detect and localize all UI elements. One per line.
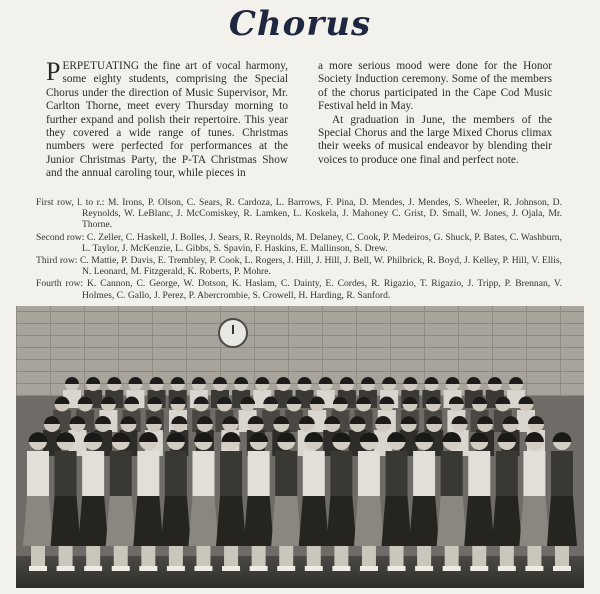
front-row-singer bbox=[188, 432, 218, 571]
caption-row-label: First row, l. to r.: bbox=[36, 197, 105, 208]
front-row-singer bbox=[161, 432, 191, 571]
article-column-left bbox=[46, 57, 288, 181]
front-row-singer bbox=[299, 432, 329, 571]
caption-row-label: Fourth row: bbox=[36, 278, 84, 290]
front-row-singer bbox=[492, 432, 522, 571]
front-row-singer bbox=[216, 432, 246, 571]
article-paragraph-2: At graduation in June, the members of the Special Chorus and the large Mixed Chorus climax their weeks of musical endeavor by blending their voices to produce one final and perfect note. bbox=[318, 113, 552, 166]
front-row-singer bbox=[547, 432, 577, 571]
front-row-singer bbox=[409, 432, 439, 571]
chorus-group-photo bbox=[16, 306, 584, 588]
front-row-singer bbox=[437, 432, 467, 571]
front-row-singer bbox=[519, 432, 549, 571]
caption-row-label: Third row: bbox=[36, 255, 78, 267]
front-row-singer bbox=[326, 432, 356, 571]
caption-row-names: C. Mattie, P. Davis, E. Trembley, P. Cook, L. Rogers, J. Hill, J. Hill, J. Bell, W. Philbrick, R. Boyd, J. Kelley, P. Hill, V. Ellis, N. Leonard, M. Fitzgerald, K. Roberts, P. Mohre. bbox=[79, 255, 562, 278]
front-row-singer bbox=[271, 432, 301, 571]
front-row-singer bbox=[23, 432, 53, 571]
caption-row-3 bbox=[36, 255, 562, 277]
caption-row-1 bbox=[36, 197, 562, 231]
front-row-singer bbox=[244, 432, 274, 571]
front-row-singer bbox=[106, 432, 136, 571]
article-paragraph-1-continued: a more serious mood were done for the Honor Society Induction ceremony. Some of the members of the chorus participated in the Cape Cod Music Festival held in May. bbox=[318, 60, 552, 113]
drop-cap: P bbox=[46, 57, 61, 86]
chorus-members-silhouettes bbox=[16, 306, 584, 588]
caption-row-2 bbox=[36, 232, 562, 254]
caption-row-names: C. Zeller, C. Haskell, J. Bolles, J. Sears, R. Reynolds, M. Delaney, C. Cook, P. Medeiros, G. Shuck, P. Bates, C. Washburn, L. Taylor, J. McKenzie, L. Gibbs, S. Spavin, F. Haskins, E. Mallinson, S. Drew. bbox=[82, 231, 562, 254]
front-row-singer bbox=[133, 432, 163, 571]
article-paragraph-1: ERPETUATING the fine art of vocal harmony, some eighty students, comprising the Special Chorus under the direction of Music Supervisor, Mr. Carlton Thorne, meet every Thursday morning to further expand and polish their repertoire. This year they covered a wide range of tunes. Christmas numbers were perfected for performances at the Junior Christmas Party, the P-TA Christmas Show and the annual caroling tour, while pieces in bbox=[46, 60, 288, 180]
front-row-singer bbox=[78, 432, 108, 571]
article-column-right bbox=[318, 60, 552, 167]
page-title: Chorus bbox=[228, 4, 372, 44]
caption-row-names: K. Cannon, C. George, W. Dotson, K. Haslam, C. Dainty, E. Cordes, R. Rigazio, T. Rigazio, J. Tripp, P. Brennan, V. Holmes, C. Gallo, J. Perez, P. Abercrombie, S. Crowell, H. Harding, R. Sanford. bbox=[82, 278, 562, 301]
front-row-singer bbox=[464, 432, 494, 571]
caption-row-4 bbox=[36, 278, 562, 300]
front-row-singer bbox=[354, 432, 384, 571]
caption-row-label: Second row: bbox=[36, 231, 85, 243]
front-row-singer bbox=[51, 432, 81, 571]
caption-row-names: M. Irons, P. Olson, C. Sears, R. Cardoza, L. Barrows, F. Pina, D. Mendes, J. Mendes, S. Wheeler, R. Johnson, D. Reynolds, W. LeBlanc, J. McComiskey, R. Lamken, L. Koskela, J. Mahoney C. Grist, D. Small, W. Jones, J. Ojala, Mr. Thorne. bbox=[82, 197, 562, 231]
front-row-singer bbox=[382, 432, 412, 571]
photo-caption bbox=[36, 197, 562, 302]
